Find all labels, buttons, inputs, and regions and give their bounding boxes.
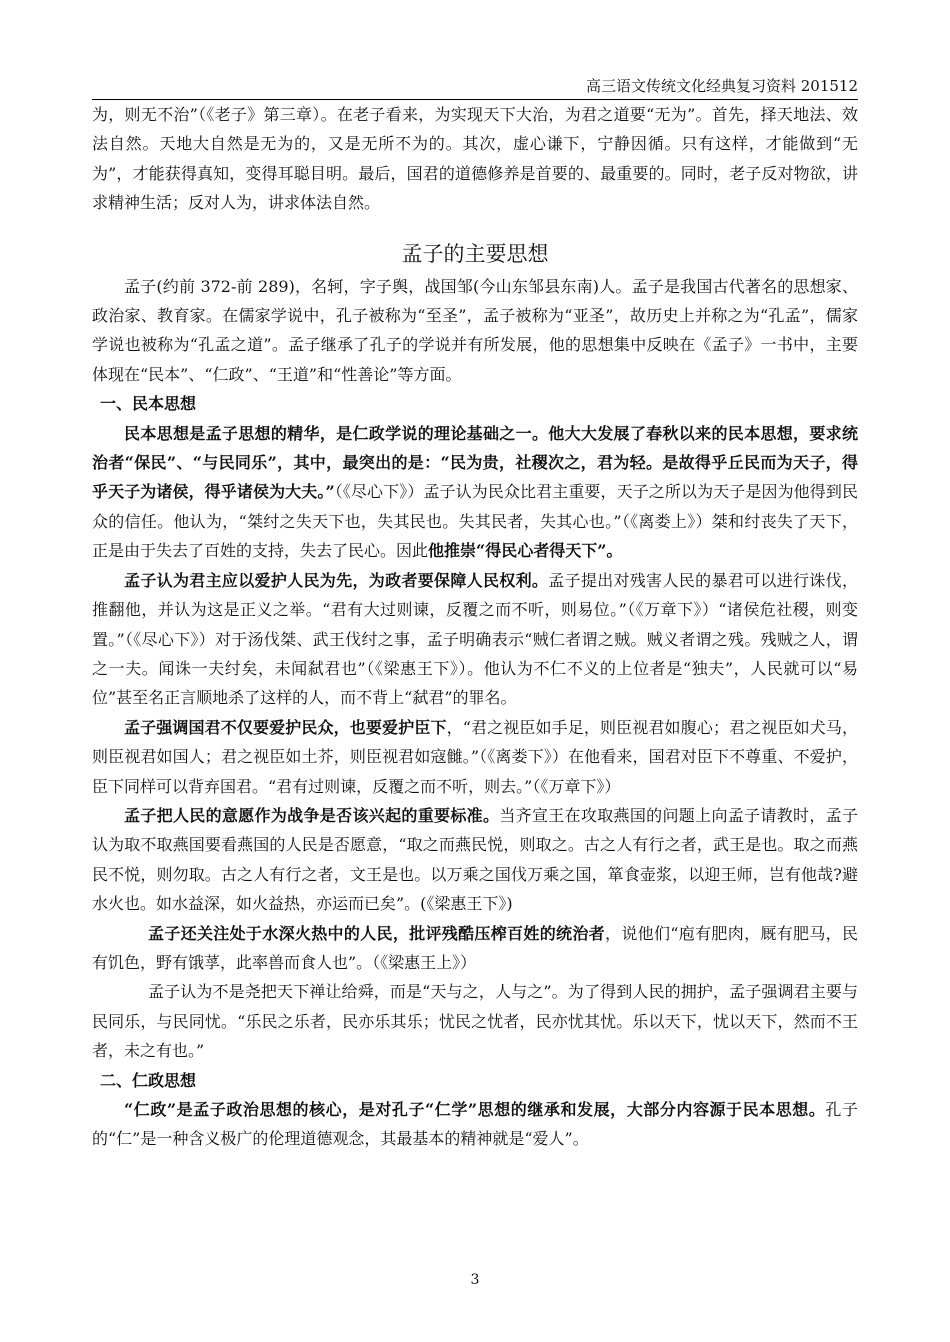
bold-text: 孟子强调国君不仅要爱护民众，也要爱护臣下 [124, 717, 447, 737]
bold-text: 孟子把人民的意愿作为战争是否该兴起的重要标准。 [124, 805, 500, 825]
paragraph-protect-ministers [92, 713, 858, 801]
heading-minben: 一、民本思想 [100, 394, 197, 414]
page-number: 3 [470, 1272, 480, 1288]
bold-text: “仁政”是孟子政治思想的核心，是对孔子“仁学”思想的继承和发展，大部分内容源于民本思想。 [124, 1100, 826, 1119]
paragraph-minben-essence [92, 419, 858, 566]
paragraph-war-standard [92, 801, 858, 919]
normal-text: 孟子提出对残害人民的暴君可以进行诛伐，推翻他，并认为这是正义之举。“君有大过则谏，反覆之而不听，则易位。”（《万章下》）“诸侯危社稷，则变置。”（《尽心下》）对于汤伐桀、武王伐纣之事，孟子明确表示“贼仁者谓之贼。贼义者谓之残。残贼之人，谓之一夫。闻诛一夫纣矣，未闻弑君也”（《梁惠王下》）。他认为不仁不义的上位者是“独夫”，人民就可以“易位”甚至名正言顺地杀了这样的人，而不背上“弑君”的罪名。 [92, 570, 858, 708]
section-title: 孟子的主要思想 [401, 241, 549, 266]
normal-text: ，“君之视臣如手足，则臣视君如腹心；君之视臣如犬马，则臣视君如国人；君之视臣如土芥，则臣视君如寇雠。”（《离娄下》）在他看来，国君对臣下不尊重、不爱护，臣下同样可以背弃国君。“君有过则谏，反覆之而不听，则去。”（《万章下》） [92, 717, 858, 796]
bold-text: 孟子还关注处于水深火热中的人民，批评残酷压榨百姓的统治者 [148, 923, 605, 943]
bold-text: 孟子认为君主应以爱护人民为先，为政者要保障人民权利。 [124, 570, 549, 590]
paragraph-share-joy: 孟子认为不是尧把天下禅让给舜，而是“天与之，人与之”。为了得到人民的拥护，孟子强调君主要与民同乐，与民同忧。“乐民之乐者，民亦乐其乐；忧民之忧者，民亦忧其忧。乐以天下，忧以天下，然而不王者，未之有也。” [92, 982, 858, 1061]
intro-paragraph: 为，则无不治”（《老子》第三章）。在老子看来，为实现天下大治，为君之道要“无为”。首先，择天地法、效法自然。天地大自然是无为的，又是无所不为的。其次，虚心谦下，宁静因循。只有这样，才能做到“无为”，才能获得真知，变得耳聪目明。最后，国君的道德修养是首要的、最重要的。同时，老子反对物欲，讲求精神生活；反对人为，讲求体法自然。 [92, 105, 858, 213]
document-body [92, 100, 858, 1154]
normal-text: ，说他们“庖有肥肉，厩有肥马，民有饥色，野有饿莩，此率兽而食人也”。（《梁惠王上》） [92, 923, 858, 972]
bio-paragraph: 孟子(约前 372-前 289)，名轲，字子舆，战国邹(今山东邹县东南)人。孟子是我国古代著名的思想家、政治家、教育家。在儒家学说中，孔子被称为“至圣”，孟子被称为“亚圣”，故历史上并称之为“孔孟”，儒家学说也被称为“孔孟之道”。孟子继承了孔子的学说并有所发展，他的思想集中反映在《孟子》一书中，主要体现在“民本”、“仁政”、“王道”和“性善论”等方面。 [92, 276, 858, 384]
bold-text: 他推崇“得民心者得天下”。 [428, 541, 623, 561]
paragraph-renzheng-core [92, 1095, 858, 1154]
normal-text: （《尽心下》）孟子认为民众比君主重要，天子之所以为天子是因为他得到民众的信任。他认为，“桀纣之失天下也，失其民也。失其民者，失其心也。”（《离娄上》）桀和纣丧失了天下，正是由于失去了百姓的支持，失去了民心。因此 [92, 482, 858, 561]
page-header: 高三语文传统文化经典复习资料 201512 [92, 76, 858, 100]
normal-text: 当齐宣王在攻取燕国的问题上向孟子请教时，孟子认为取不取燕国要看燕国的人民是否愿意，“取之而燕民悦，则取之。古之人有行之者，武王是也。取之而燕民不悦，则勿取。古之人有行之者，文王是也。以万乘之国伐万乘之国，箪食壶浆，以迎王师，岂有他哉?避水火也。如水益深，如火益热，亦运而已矣”。(《梁惠王下》) [92, 805, 858, 914]
heading-renzheng: 二、仁政思想 [100, 1070, 197, 1090]
paragraph-suffering-people [92, 919, 858, 978]
bold-text: 民本思想是孟子思想的精华，是仁政学说的理论基础之一。他大大发展了春秋以来的民本思想，要求统治者“保民”、“与民同乐”，其中，最突出的是：“民为贵，社稷次之，君为轻。是故得乎丘民而为天子，得乎天子为诸侯，得乎诸侯为大夫。” [92, 423, 858, 502]
normal-text: 孔子的“仁”是一种含义极广的伦理道德观念，其最基本的精神就是“爱人”。 [92, 1100, 858, 1149]
paragraph-protect-people [92, 566, 858, 713]
